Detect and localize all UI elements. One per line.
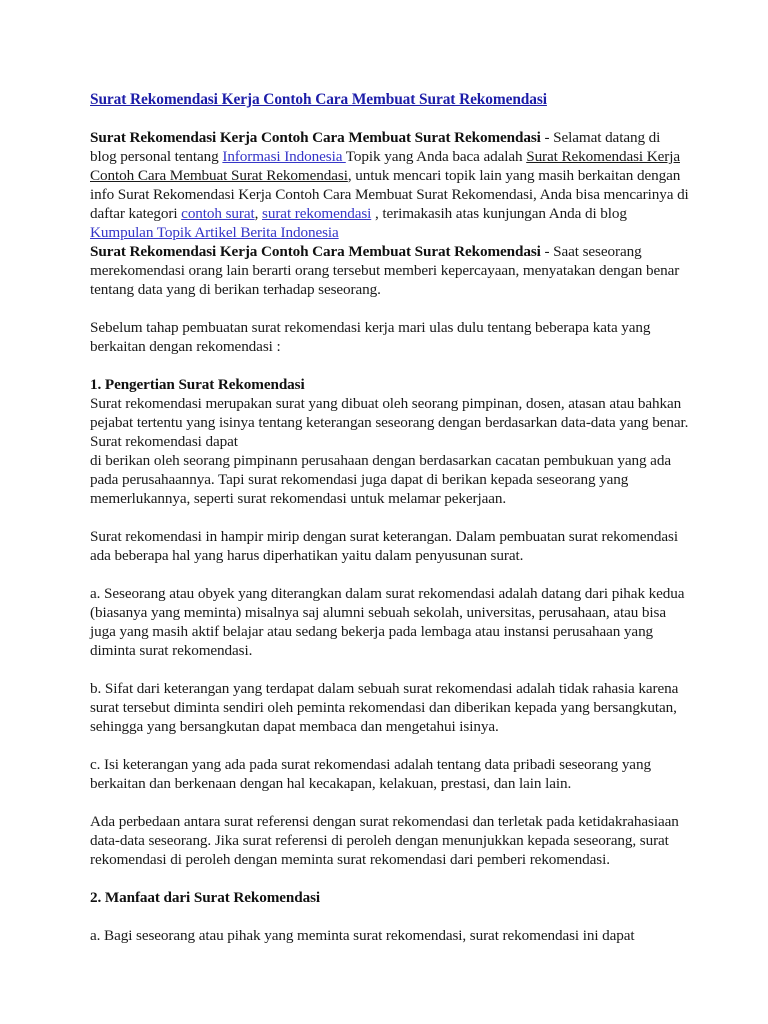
spacer (90, 299, 690, 318)
spacer (90, 565, 690, 584)
intro-text-4: , (254, 205, 263, 222)
section2-item-a: a. Bagi seseorang atau pihak yang meminta surat rekomendasi, surat rekomendasi ini dapat (90, 927, 635, 944)
spacer (90, 907, 690, 926)
sebelum-paragraph: Sebelum tahap pembuatan surat rekomendasi kerja mari ulas dulu tentang beberapa kata yang berkaitan dengan rekomendasi : (90, 319, 651, 355)
intro2-bold-lead: Surat Rekomendasi Kerja Contoh Cara Membuat Surat Rekomendasi (90, 243, 541, 260)
spacer (90, 660, 690, 679)
spacer (90, 869, 690, 888)
article-title-link[interactable]: Surat Rekomendasi Kerja Contoh Cara Membuat Surat Rekomendasi (90, 91, 547, 108)
intro2-paragraph (90, 242, 690, 299)
section1-item-b: b. Sifat dari keterangan yang terdapat dalam sebuah surat rekomendasi adalah tidak rahasia karena surat tersebut diminta sendiri oleh peminta rekomendasi dan diberikan kepada yang bersangkutan, sehingga yang bersangkutan dapat membaca dan mengetahui isinya. (90, 680, 679, 735)
section1-heading: 1. Pengertian Surat Rekomendasi (90, 376, 305, 393)
spacer (90, 508, 690, 527)
intro-text-3: , untuk mencari topik lain yang masih berkaitan dengan info Surat Rekomendasi Kerja Contoh Cara Membuat Surat Rekomendasi, Anda bisa mencarinya di daftar kategori (90, 167, 689, 222)
intro-text-1: - Selamat datang di blog personal tentang (90, 129, 661, 165)
spacer (90, 793, 690, 812)
category-surat-rekomendasi-link[interactable]: surat rekomendasi (262, 205, 372, 222)
article-inline-link[interactable]: Surat Rekomendasi Kerja Contoh Cara Membuat Surat Rekomendasi (90, 148, 680, 184)
section1-item-a: a. Seseorang atau obyek yang diterangkan dalam surat rekomendasi adalah datang dari pihak kedua (biasanya yang meminta) misalnya saj alumni sebuah sekolah, universitas, perusahaan, atau bisa juga yang masih aktif belajar atau sedang bekerja pada lembaga atau instansi perusahaan yang diminta surat rekomendasi. (90, 585, 685, 659)
section2-heading: 2. Manfaat dari Surat Rekomendasi (90, 889, 321, 906)
intro-text-5: , terimakasih atas kunjungan Anda di blog (371, 205, 627, 222)
section1-paragraph-mirip: Surat rekomendasi in hampir mirip dengan surat keterangan. Dalam pembuatan surat rekomendasi ada beberapa hal yang harus diperhatikan yaitu dalam penyusunan surat. (90, 528, 678, 564)
intro2-text: - Saat seseorang merekomendasi orang lain berarti orang tersebut memberi kepercayaan, menyatakan dengan benar tentang data yang di berikan terhadap seseorang. (90, 243, 680, 298)
section1-paragraph-a: Surat rekomendasi merupakan surat yang dibuat oleh seorang pimpinan, dosen, atasan atau bahkan pejabat tertentu yang isinya tentang keterangan seseorang dengan berdasarkan data-data yang benar. Surat rekomendasi dapat (90, 395, 689, 450)
document-page (90, 90, 690, 945)
blog-kumpulan-topik-link[interactable]: Kumpulan Topik Artikel Berita Indonesia (90, 224, 339, 241)
section1-paragraph-b: di berikan oleh seorang pimpinann perusahaan dengan berdasarkan cacatan pembukuan yang ada pada perusahaannya. Tapi surat rekomendasi juga dapat di berikan kepada seseorang yang memerlukannya, seperti surat rekomendasi untuk melamar pekerjaan. (90, 452, 671, 507)
category-contoh-surat-link[interactable]: contoh surat (181, 205, 255, 222)
informasi-indonesia-link[interactable]: Informasi Indonesia (222, 148, 346, 165)
section1-item-c: c. Isi keterangan yang ada pada surat rekomendasi adalah tentang data pribadi seseorang yang berkaitan dan berkenaan dengan hal kecakapan, kelakuan, prestasi, dan lain lain. (90, 756, 651, 792)
intro-bold-lead: Surat Rekomendasi Kerja Contoh Cara Membuat Surat Rekomendasi (90, 129, 541, 146)
spacer (90, 356, 690, 375)
intro-text-2: Topik yang Anda baca adalah (345, 148, 527, 165)
spacer (90, 736, 690, 755)
section1-paragraph-perbedaan: Ada perbedaan antara surat referensi dengan surat rekomendasi dan terletak pada ketidakrahasiaan data-data seseorang. Jika surat referensi di peroleh dengan menunjukkan kepada seseorang, surat rekomendasi di peroleh dengan meminta surat rekomendasi dari pemberi rekomendasi. (90, 813, 679, 868)
intro-paragraph (90, 128, 690, 242)
